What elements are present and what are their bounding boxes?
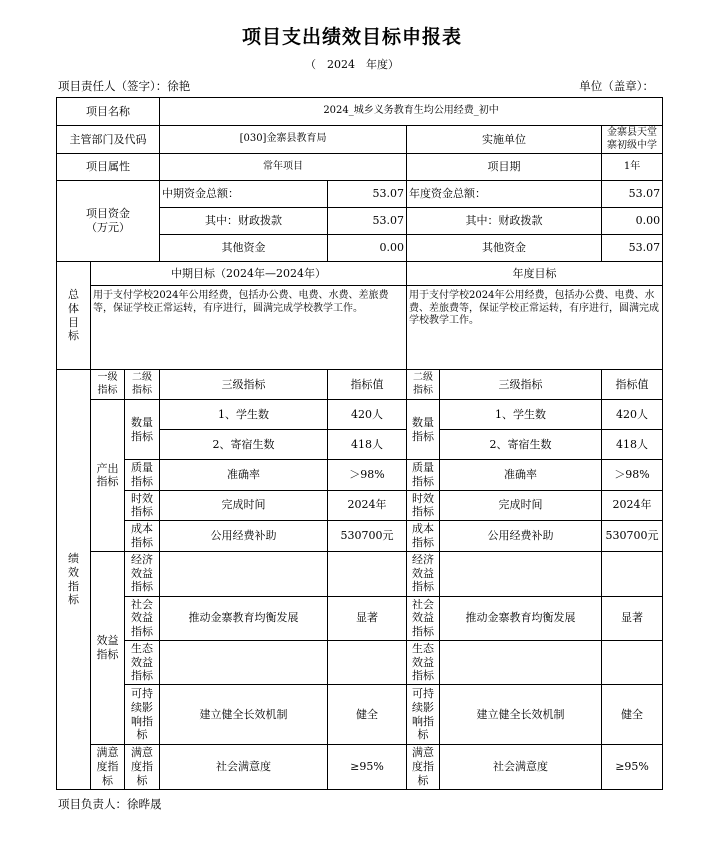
year-goal-header: 年度目标 [407, 262, 663, 286]
eco-label: 生态 效益 指标 [125, 640, 160, 684]
col-level1: 一级 指标 [91, 370, 125, 400]
completion-item-year: 完成时间 [440, 490, 602, 521]
quality-label-year: 质量 指标 [407, 460, 440, 491]
students-value-year: 420人 [602, 400, 663, 430]
completion-item: 完成时间 [160, 490, 328, 521]
mid-total-label: 中期资金总额： [160, 181, 328, 208]
funds-label: 项目资金 （万元） [57, 181, 160, 262]
accuracy-value: ＞98% [328, 460, 407, 491]
row-econ [57, 551, 663, 596]
social-label-year: 社会 效益 指标 [407, 596, 440, 640]
mid-other-value: 0.00 [328, 235, 407, 262]
sustain-value: 健全 [328, 685, 407, 745]
boarders-value: 418人 [328, 430, 407, 460]
row-dept [57, 126, 663, 154]
indicators-label: 绩 效 指 标 [57, 370, 91, 790]
eco-item-year [440, 640, 602, 684]
period-label: 项目期 [407, 154, 602, 181]
accuracy-item-year: 准确率 [440, 460, 602, 491]
econ-value-year [602, 551, 663, 596]
econ-label-year: 经济 效益 指标 [407, 551, 440, 596]
col-value: 指标值 [328, 370, 407, 400]
mid-total-value: 53.07 [328, 181, 407, 208]
attr-label: 项目属性 [57, 154, 160, 181]
goals-label: 总 体 目 标 [57, 262, 91, 370]
output-label: 产出 指标 [91, 400, 125, 552]
mid-fiscal-value: 53.07 [328, 208, 407, 235]
subsidy-value-year: 530700元 [602, 521, 663, 552]
time-label: 时效 指标 [125, 490, 160, 521]
sustain-value-year: 健全 [602, 685, 663, 745]
attr-value: 常年项目 [160, 154, 407, 181]
sustain-label-year: 可持 续影 响指 标 [407, 685, 440, 745]
subsidy-item-year: 公用经费补助 [440, 521, 602, 552]
year-goal-text: 用于支付学校2024年公用经费，包括办公费、电费、水费、差旅费等，保证学校正常运转，有序进行，圆满完成学校教学工作。 [407, 286, 663, 370]
social-value: 显著 [328, 596, 407, 640]
page-title: 项目支出绩效目标申报表 [241, 26, 462, 48]
accuracy-item: 准确率 [160, 460, 328, 491]
fiscal-year: （ 2024 年度） [305, 58, 399, 71]
project-leader: 项目负责人：徐晔晟 [58, 797, 162, 811]
boarders-item: 2、寄宿生数 [160, 430, 328, 460]
responsible-person: 项目责任人（签字）：徐艳 [58, 79, 191, 93]
econ-item [160, 551, 328, 596]
row-time [57, 490, 663, 521]
econ-label: 经济 效益 指标 [125, 551, 160, 596]
boarders-value-year: 418人 [602, 430, 663, 460]
satisfaction-value: ≥95% [328, 745, 407, 790]
dept-label: 主管部门及代码 [57, 126, 160, 154]
social-item: 推动金寨教育均衡发展 [160, 596, 328, 640]
performance-table [56, 97, 663, 790]
completion-value: 2024年 [328, 490, 407, 521]
satisfaction-item: 社会满意度 [160, 745, 328, 790]
mid-goal-text: 用于支付学校2024年公用经费，包括办公费、电费、水费、差旅费等，保证学校正常运转，有序进行，圆满完成学校教学工作。 [91, 286, 407, 370]
econ-value [328, 551, 407, 596]
subsidy-item: 公用经费补助 [160, 521, 328, 552]
students-item-year: 1、学生数 [440, 400, 602, 430]
year-fiscal-value: 0.00 [602, 208, 663, 235]
year-total-value: 53.07 [602, 181, 663, 208]
period-value: 1年 [602, 154, 663, 181]
row-project-name [57, 98, 663, 126]
row-quality [57, 460, 663, 491]
boarders-item-year: 2、寄宿生数 [440, 430, 602, 460]
col-level2-year: 二级 指标 [407, 370, 440, 400]
row-ind-header [57, 370, 663, 400]
students-value: 420人 [328, 400, 407, 430]
time-label-year: 时效 指标 [407, 490, 440, 521]
quality-label: 质量 指标 [125, 460, 160, 491]
col-level3: 三级指标 [160, 370, 328, 400]
row-sustain [57, 685, 663, 745]
satisfaction-l2-label-year: 满意 度指 标 [407, 745, 440, 790]
row-eco [57, 640, 663, 684]
satisfaction-value-year: ≥95% [602, 745, 663, 790]
row-cost [57, 521, 663, 552]
mid-other-label: 其他资金 [160, 235, 328, 262]
row-attr [57, 154, 663, 181]
cost-label-year: 成本 指标 [407, 521, 440, 552]
eco-value [328, 640, 407, 684]
project-name-label: 项目名称 [57, 98, 160, 126]
quantity-label-year: 数量 指标 [407, 400, 440, 460]
eco-value-year [602, 640, 663, 684]
satisfaction-l1-label: 满意 度指 标 [91, 745, 125, 790]
col-level3-year: 三级指标 [440, 370, 602, 400]
subsidy-value: 530700元 [328, 521, 407, 552]
eco-label-year: 生态 效益 指标 [407, 640, 440, 684]
year-other-label: 其他资金 [407, 235, 602, 262]
row-satisfaction [57, 745, 663, 790]
students-item: 1、学生数 [160, 400, 328, 430]
cost-label: 成本 指标 [125, 521, 160, 552]
quantity-label: 数量 指标 [125, 400, 160, 460]
row-goals-text [57, 286, 663, 370]
col-value-year: 指标值 [602, 370, 663, 400]
sustain-label: 可持 续影 响指 标 [125, 685, 160, 745]
benefit-label: 效益 指标 [91, 551, 125, 745]
project-name-value: 2024_城乡义务教育生均公用经费_初中 [160, 98, 663, 126]
social-value-year: 显著 [602, 596, 663, 640]
impl-unit-label: 实施单位 [407, 126, 602, 154]
row-funds-total [57, 181, 663, 208]
mid-goal-header: 中期目标（2024年—2024年） [91, 262, 407, 286]
completion-value-year: 2024年 [602, 490, 663, 521]
social-item-year: 推动金寨教育均衡发展 [440, 596, 602, 640]
mid-fiscal-label: 其中：财政拨款 [160, 208, 328, 235]
satisfaction-l2-label: 满意 度指 标 [125, 745, 160, 790]
eco-item [160, 640, 328, 684]
row-students [57, 400, 663, 430]
accuracy-value-year: ＞98% [602, 460, 663, 491]
row-social [57, 596, 663, 640]
unit-seal: 单位（盖章）： [579, 79, 654, 93]
col-level2: 二级 指标 [125, 370, 160, 400]
year-other-value: 53.07 [602, 235, 663, 262]
year-total-label: 年度资金总额： [407, 181, 602, 208]
row-goals-header [57, 262, 663, 286]
year-fiscal-label: 其中：财政拨款 [407, 208, 602, 235]
dept-value: [030]金寨县教育局 [160, 126, 407, 154]
social-label: 社会 效益 指标 [125, 596, 160, 640]
sustain-item: 建立健全长效机制 [160, 685, 328, 745]
satisfaction-item-year: 社会满意度 [440, 745, 602, 790]
impl-unit-value: 金寨县天堂寨初级中学 [602, 126, 663, 154]
sustain-item-year: 建立健全长效机制 [440, 685, 602, 745]
econ-item-year [440, 551, 602, 596]
